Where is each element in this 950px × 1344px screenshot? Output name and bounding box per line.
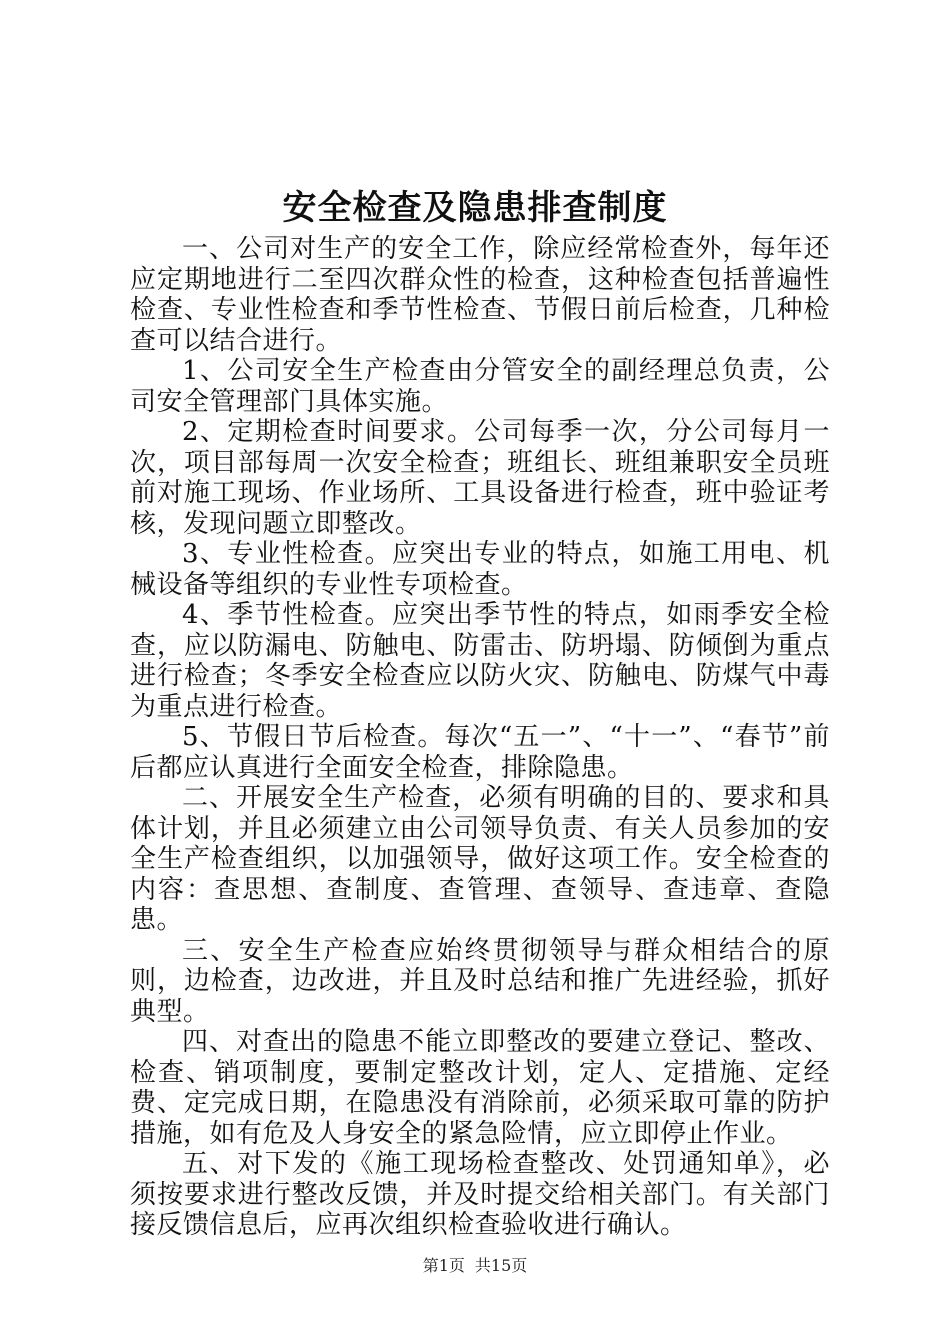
paragraph-7: 二、开展安全生产检查，必须有明确的目的、要求和具体计划，并且必须建立由公司领导负责、有关人员参加的安全生产检查组织，以加强领导，做好这项工作。安全检查的内容：查思想、查制度、查管理、查领导、查违章、查隐患。 [130,783,830,935]
paragraph-2: 1、公司安全生产检查由分管安全的副经理总负责，公司安全管理部门具体实施。 [130,356,830,417]
document-title: 安全检查及隐患排查制度 [282,188,668,228]
paragraph-3: 2、定期检查时间要求。公司每季一次，分公司每月一次，项目部每周一次安全检查；班组长、班组兼职安全员班前对施工现场、作业场所、工具设备进行检查，班中验证考核，发现问题立即整改。 [130,417,830,539]
paragraph-9: 四、对查出的隐患不能立即整改的要建立登记、整改、检查、销项制度，要制定整改计划，定人、定措施、定经费、定完成日期，在隐患没有消除前，必须采取可靠的防护措施，如有危及人身安全的紧急险情，应立即停止作业。 [130,1027,830,1149]
paragraph-5: 4、季节性检查。应突出季节性的特点，如雨季安全检查，应以防漏电、防触电、防雷击、防坍塌、防倾倒为重点进行检查；冬季安全检查应以防火灾、防触电、防煤气中毒为重点进行检查。 [130,600,830,722]
paragraph-1: 一、公司对生产的安全工作，除应经常检查外，每年还应定期地进行二至四次群众性的检查，这种检查包括普遍性检查、专业性检查和季节性检查、节假日前后检查，几种检查可以结合进行。 [130,234,830,356]
paragraph-6: 5、节假日节后检查。每次“五一”、“十一”、“春节”前后都应认真进行全面安全检查，排除隐患。 [130,722,830,783]
page-number: 第1页 [422,1256,465,1275]
paragraph-4: 3、专业性检查。应突出专业的特点，如施工用电、机械设备等组织的专业性专项检查。 [130,539,830,600]
paragraph-10: 五、对下发的《施工现场检查整改、处罚通知单》，必须按要求进行整改反馈，并及时提交给相关部门。有关部门接反馈信息后，应再次组织检查验收进行确认。 [130,1149,830,1240]
paragraph-8: 三、安全生产检查应始终贯彻领导与群众相结合的原则，边检查，边改进，并且及时总结和推广先进经验，抓好典型。 [130,935,830,1027]
document-body [130,234,830,1241]
page-total: 共15页 [474,1256,528,1275]
page-footer [0,1256,950,1276]
